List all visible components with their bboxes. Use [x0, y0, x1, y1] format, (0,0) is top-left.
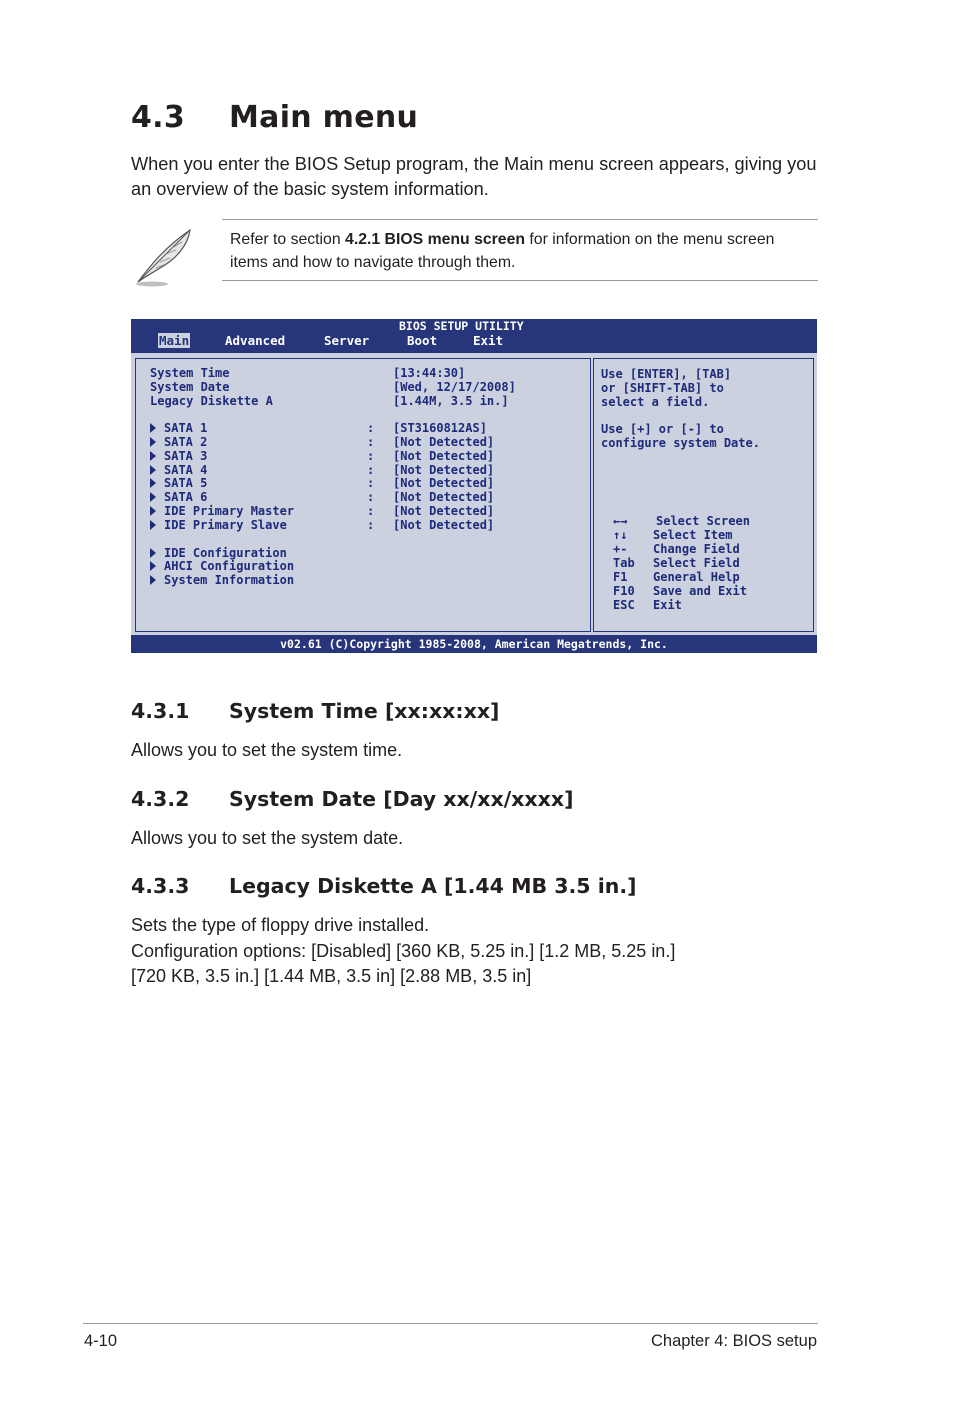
bios-item-label: SATA 1 — [164, 421, 208, 435]
bios-item-sata-6[interactable] — [150, 491, 207, 504]
bios-item-label: SATA 2 — [164, 435, 208, 449]
bios-help-line: select a field. — [601, 395, 710, 409]
bios-colon: : — [367, 490, 375, 504]
triangle-right-icon — [150, 548, 156, 558]
bios-colon: : — [367, 435, 375, 449]
triangle-right-icon — [150, 478, 156, 488]
bios-colon: : — [367, 504, 375, 518]
page-number: 4-10 — [84, 1332, 118, 1350]
section-number: 4.3.2 — [131, 787, 190, 811]
bios-submenu-label: System Information — [164, 573, 295, 587]
bios-submenu-label: AHCI Configuration — [164, 559, 295, 573]
bios-item-sata-5[interactable] — [150, 477, 207, 490]
bios-help-panel — [593, 358, 814, 632]
bios-settings-panel — [135, 358, 591, 632]
chapter-label: Chapter 4: BIOS setup — [650, 1332, 817, 1350]
bios-help-line: or [SHIFT-TAB] to — [601, 381, 724, 395]
bios-colon: : — [367, 421, 375, 435]
bios-help-line: Use [ENTER], [TAB] — [601, 367, 732, 381]
bios-key-action: General Help — [653, 570, 740, 584]
section-heading-system-date — [131, 787, 573, 811]
bios-key-arrows-ud: ↑↓ — [613, 528, 628, 542]
section-title: System Date [Day xx/xx/xxxx] — [229, 787, 574, 811]
bios-help-line: configure system Date. — [601, 436, 760, 450]
note-text — [230, 228, 815, 274]
bios-value-sata-6: [Not Detected] — [393, 490, 495, 504]
bios-value-sata-4: [Not Detected] — [393, 463, 495, 477]
bios-title: BIOS SETUP UTILITY — [399, 319, 524, 333]
section-number: 4.3.1 — [131, 699, 190, 723]
section-body-legacy-diskette-options-cont: [720 KB, 3.5 in.] [1.44 MB, 3.5 in] [2.88 MB, 3.5 in] — [131, 966, 532, 986]
bios-item-ide-primary-slave[interactable] — [150, 519, 287, 532]
bios-key-f1: F1 — [613, 570, 628, 584]
section-number: 4.3.3 — [131, 874, 190, 898]
section-heading-system-time — [131, 699, 499, 723]
bios-header-bar — [131, 319, 817, 353]
section-heading-legacy-diskette — [131, 874, 636, 898]
triangle-right-icon — [150, 423, 156, 433]
bios-value-sata-3: [Not Detected] — [393, 449, 495, 463]
section-body-legacy-diskette: Sets the type of floppy drive installed. — [131, 915, 430, 935]
bios-value-legacy-diskette[interactable]: [1.44M, 3.5 in.] — [393, 394, 509, 408]
feather-note-icon — [130, 222, 198, 290]
bios-key-plus-minus: +- — [613, 542, 628, 556]
bios-footer-bar — [131, 635, 817, 653]
bios-item-label: IDE Primary Master — [164, 504, 295, 518]
bios-submenu-label: IDE Configuration — [164, 546, 287, 560]
bios-value-system-time[interactable]: [13:44:30] — [393, 366, 466, 380]
section-number: 4.3 — [131, 100, 186, 135]
bios-tab-boot[interactable]: Boot — [407, 333, 438, 348]
bios-key-action: Save and Exit — [653, 584, 747, 598]
section-body-legacy-diskette-options: Configuration options: [Disabled] [360 KB, 5.25 in.] [1.2 MB, 5.25 in.] — [131, 941, 676, 961]
bios-item-label: SATA 3 — [164, 449, 208, 463]
bios-value-ide-primary-slave: [Not Detected] — [393, 518, 495, 532]
bios-key-action: Select Screen — [656, 514, 750, 528]
intro-paragraph: When you enter the BIOS Setup program, the Main menu screen appears, giving you an overview of the basic system information. — [131, 154, 817, 199]
bios-key-action: Select Field — [653, 556, 740, 570]
bios-tab-advanced[interactable]: Advanced — [225, 333, 286, 348]
triangle-right-icon — [150, 465, 156, 475]
triangle-right-icon — [150, 575, 156, 585]
bios-colon: : — [367, 476, 375, 490]
bios-tab-exit[interactable]: Exit — [473, 333, 504, 348]
triangle-right-icon — [150, 520, 156, 530]
bios-item-ide-primary-master[interactable] — [150, 505, 294, 518]
bios-colon: : — [367, 518, 375, 532]
bios-colon: : — [367, 449, 375, 463]
bios-colon: : — [367, 463, 375, 477]
bios-value-sata-5: [Not Detected] — [393, 476, 495, 490]
triangle-right-icon — [150, 492, 156, 502]
bios-item-system-time[interactable]: System Time — [150, 366, 230, 380]
bios-key-action: Exit — [653, 598, 682, 612]
bios-item-sata-2[interactable] — [150, 436, 207, 449]
note-text-start: Refer to section — [230, 231, 346, 248]
note-reference: 4.2.1 BIOS menu screen — [345, 231, 526, 248]
bios-key-action: Change Field — [653, 542, 740, 556]
bios-value-sata-2: [Not Detected] — [393, 435, 495, 449]
bios-item-label: SATA 5 — [164, 476, 208, 490]
section-body-system-time: Allows you to set the system time. — [131, 740, 403, 760]
page-title — [131, 100, 418, 135]
bios-value-ide-primary-master: [Not Detected] — [393, 504, 495, 518]
bios-item-label: SATA 6 — [164, 490, 208, 504]
section-title: Main menu — [229, 100, 419, 135]
bios-key-action: Select Item — [653, 528, 733, 542]
bios-value-sata-1: [ST3160812AS] — [393, 421, 487, 435]
bios-item-sata-1[interactable] — [150, 422, 207, 435]
bios-submenu-ahci-configuration[interactable] — [150, 560, 294, 573]
bios-item-label: SATA 4 — [164, 463, 208, 477]
note-box — [222, 219, 818, 281]
bios-item-system-date[interactable]: System Date — [150, 380, 230, 394]
bios-key-f10: F10 — [613, 584, 635, 598]
bios-copyright: v02.61 (C)Copyright 1985-2008, American Megatrends, Inc. — [280, 637, 668, 651]
triangle-right-icon — [150, 451, 156, 461]
bios-submenu-system-information[interactable] — [150, 574, 294, 587]
triangle-right-icon — [150, 561, 156, 571]
section-title: System Time [xx:xx:xx] — [229, 699, 500, 723]
bios-item-legacy-diskette[interactable]: Legacy Diskette A — [150, 394, 273, 408]
bios-value-system-date[interactable]: [Wed, 12/17/2008] — [393, 380, 516, 394]
bios-tab-server[interactable]: Server — [324, 333, 370, 348]
bios-key-esc: ESC — [613, 598, 635, 612]
footer-divider — [83, 1323, 818, 1324]
bios-key-tab: Tab — [613, 556, 635, 570]
bios-help-line: Use [+] or [-] to — [601, 422, 724, 436]
bios-screenshot — [131, 319, 817, 653]
triangle-right-icon — [150, 437, 156, 447]
section-title: Legacy Diskette A [1.44 MB 3.5 in.] — [229, 874, 637, 898]
section-body-system-date: Allows you to set the system date. — [131, 828, 404, 848]
bios-item-sata-3[interactable] — [150, 450, 207, 463]
note-text-end: for information on the menu screen items and how to navigate through them. — [230, 231, 775, 271]
triangle-right-icon — [150, 506, 156, 516]
bios-key-arrows-lr: ←→ — [613, 514, 628, 528]
bios-item-label: IDE Primary Slave — [164, 518, 287, 532]
bios-tab-main[interactable]: Main — [159, 333, 190, 348]
